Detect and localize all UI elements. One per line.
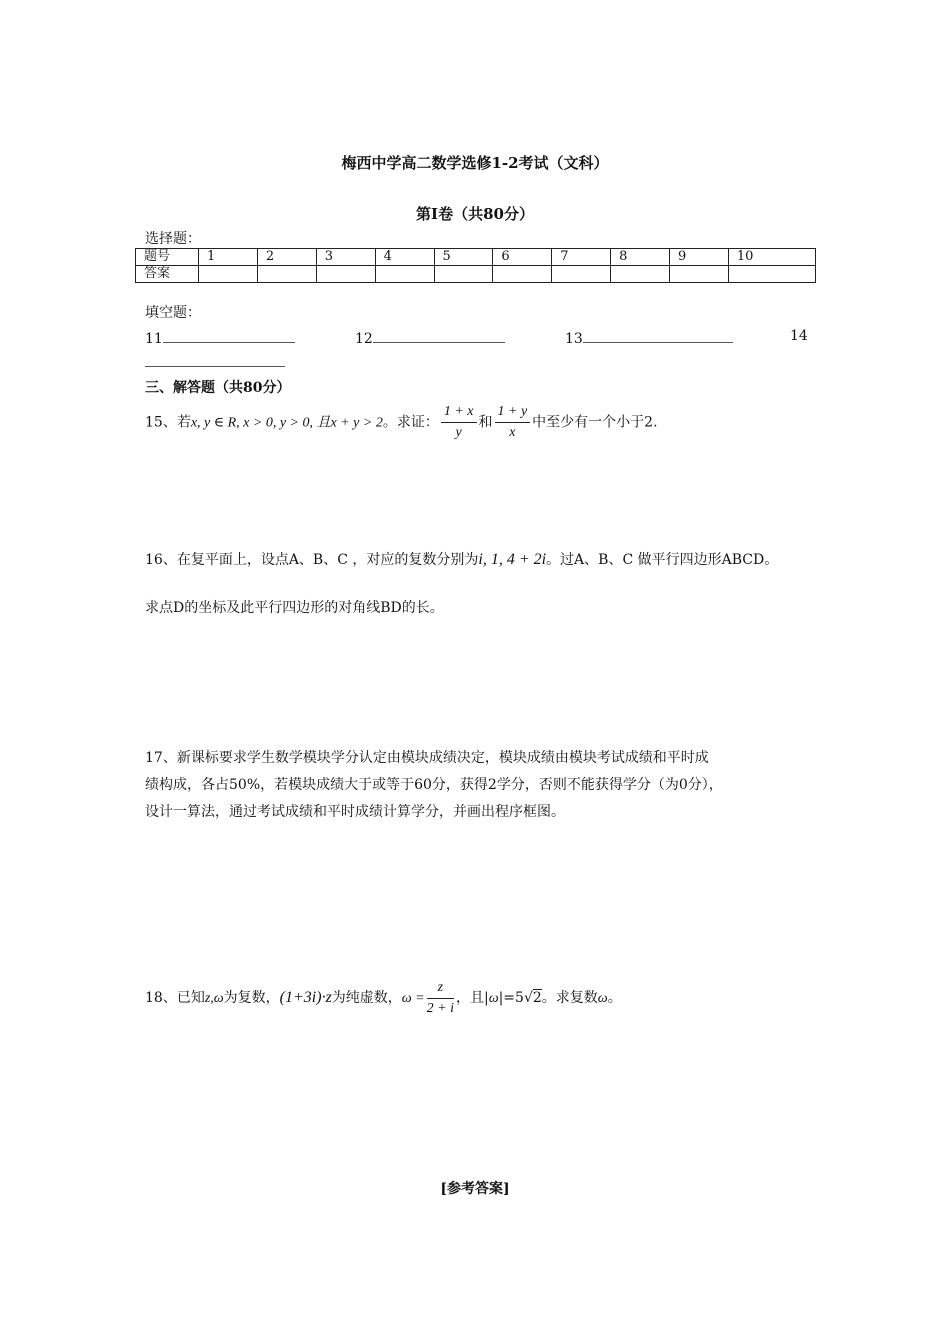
q15-frac1-num: 1 + x (441, 402, 477, 423)
fill-item-14 (790, 328, 808, 344)
table-cell: 2 (257, 249, 316, 266)
table-header-answer: 答案 (136, 266, 199, 283)
fill-blank[interactable] (163, 328, 295, 343)
answer-cell[interactable] (552, 266, 611, 283)
q15-fraction-2 (495, 402, 531, 443)
q18-end-omega: ω (597, 991, 608, 1006)
q18-cond-b: |=5 (498, 990, 524, 1006)
choice-label: 选择题： (145, 231, 201, 247)
fill-item-11 (145, 328, 295, 347)
table-row (136, 266, 816, 283)
answer-cell[interactable] (316, 266, 375, 283)
q15-suffix: 中至少有一个小于2. (532, 414, 658, 431)
table-cell: 3 (316, 249, 375, 266)
question-15 (145, 402, 658, 442)
q15-frac1-den: y (455, 425, 462, 440)
q18-omega: ω (488, 991, 499, 1006)
q15-and: 和 (478, 414, 493, 431)
answer-cell[interactable] (375, 266, 434, 283)
question-17-line3: 设计一算法，通过考试成绩和平时成绩计算学分，并画出程序框图。 (145, 804, 565, 820)
answer-cell[interactable] (257, 266, 316, 283)
table-cell: 5 (434, 249, 493, 266)
table-cell: 1 (199, 249, 258, 266)
q18-ask: 。求复数 (541, 990, 598, 1006)
question-17-line1: 17、新课标要求学生数学模块学分认定由模块成绩决定，模块成绩由模块考试成绩和平时成 (145, 750, 709, 766)
q18-frac-num: z (427, 978, 454, 999)
answer-table (135, 248, 816, 283)
question-18 (145, 976, 622, 1020)
table-cell: 6 (493, 249, 552, 266)
q18-prefix: 18、已知 (145, 990, 205, 1006)
q16-numbers: i, 1, 4 + 2i (478, 551, 547, 568)
reference-answer-heading: [参考答案] (440, 1181, 510, 1197)
q15-mid: 。求证： (382, 414, 439, 431)
document-title: 梅西中学高二数学选修1-2考试（文科） (341, 154, 609, 172)
q18-expr: (1+3i)·z (279, 989, 332, 1006)
q18-is-complex: 为复数， (223, 990, 280, 1006)
section3-title: 三、解答题（共80分） (145, 380, 291, 396)
fill-item-14-blank (145, 352, 285, 371)
question-17-line2: 绩构成，各占50%，若模块成绩大于或等于60分，获得2学分，否则不能获得学分（为0分）， (145, 777, 723, 793)
sqrt-icon: √ (523, 990, 533, 1006)
fill-blank[interactable] (583, 328, 733, 343)
table-cell: 4 (375, 249, 434, 266)
fill-number: 12 (355, 331, 373, 347)
q18-sqrt-value: 2 (532, 990, 542, 1006)
answer-cell[interactable] (670, 266, 729, 283)
q18-vars: z,ω (204, 991, 224, 1006)
answer-cell[interactable] (728, 266, 815, 283)
q16-text-b: 。过A、B、C 做平行四边形ABCD。 (546, 552, 779, 568)
fill-item-12 (355, 328, 505, 347)
table-cell: 9 (670, 249, 729, 266)
q18-period: 。 (607, 990, 622, 1006)
q18-frac-den: 2 + i (426, 1000, 454, 1016)
table-row (136, 249, 816, 266)
fill-number: 14 (790, 328, 808, 344)
fill-number: 13 (565, 331, 583, 347)
table-cell: 10 (728, 249, 815, 266)
q15-fraction-1 (441, 402, 477, 443)
answer-cell[interactable] (493, 266, 552, 283)
fill-item-13 (565, 328, 733, 347)
fill-number: 11 (145, 331, 163, 347)
question-16-line1 (145, 546, 778, 574)
q15-frac2-num: 1 + y (495, 402, 531, 423)
fill-blank[interactable] (373, 328, 505, 343)
table-cell: 8 (611, 249, 670, 266)
table-cell: 7 (552, 249, 611, 266)
part1-title: 第Ⅰ卷（共80分） (416, 205, 534, 223)
fill-label: 填空题： (145, 305, 201, 321)
question-16-line2: 求点D的坐标及此平行四边形的对角线BD的长。 (145, 600, 444, 616)
fill-blank[interactable] (145, 352, 285, 367)
q15-condition: x, y ∈ R, x > 0, y > 0, 且x + y > 2 (190, 415, 383, 431)
q18-omega-eq: ω = (401, 991, 425, 1006)
table-header-number: 题号 (136, 249, 199, 266)
q18-pure-imag: 为纯虚数， (331, 990, 402, 1006)
q16-text-a: 16、在复平面上，设点A、B、C ，对应的复数分别为 (145, 552, 479, 568)
answer-cell[interactable] (611, 266, 670, 283)
q18-cond-a: ，且| (455, 990, 489, 1006)
q18-fraction (427, 978, 454, 1019)
answer-cell[interactable] (434, 266, 493, 283)
q15-frac2-den: x (509, 425, 516, 440)
q15-prefix: 15、若 (145, 414, 191, 431)
answer-cell[interactable] (199, 266, 258, 283)
